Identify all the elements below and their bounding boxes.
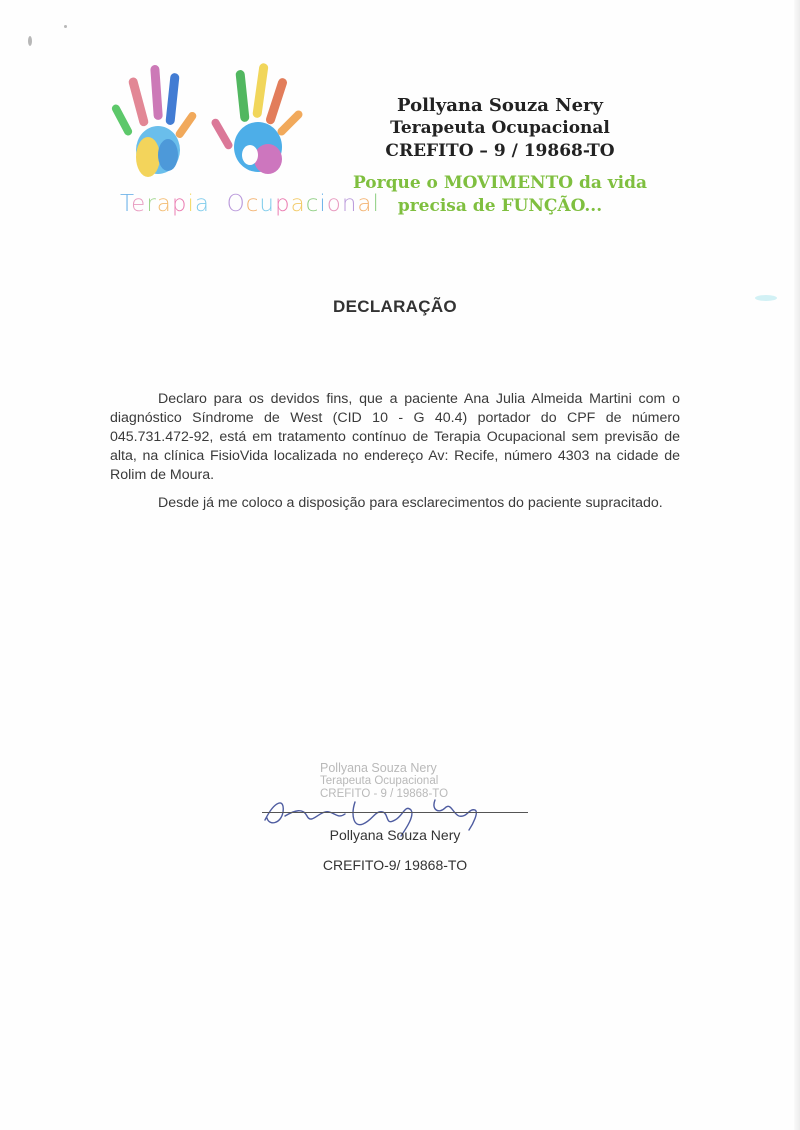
paragraph-availability: Desde já me coloco a disposição para esclarecimentos do paciente supracitado. (158, 495, 663, 511)
logo-caption-letter: O (226, 191, 246, 217)
professional-registration: CREFITO – 9 / 19868-TO (385, 141, 615, 161)
logo-caption-letter: T (120, 191, 132, 217)
paragraph-declaration: Declaro para os devidos fins, que a paciente Ana Julia Almeida Martini com o diagnóstico Síndrome de West (CID 10 - G 40.4) portador do CPF de número 045.731.472-92, está em tratamento contínuo de Terapia Ocupacional sem previsão de alta, na clínica FisioVida localizada no endereço Av: Recife, número 4303 na cidade de Rolim de Moura. (110, 391, 680, 483)
logo-caption-letter: u (259, 191, 275, 217)
logo-caption-letter: l (372, 191, 380, 217)
logo-caption-letter: i (187, 191, 195, 217)
logo-caption-letter: a (290, 191, 306, 217)
scan-speck (64, 25, 67, 28)
logo-caption-letter: r (146, 191, 157, 217)
slogan (330, 172, 670, 218)
slogan-line-1: Porque o MOVIMENTO da vida (352, 173, 648, 193)
logo-caption-letter: c (305, 191, 320, 217)
logo-caption-letter: a (357, 191, 373, 217)
logo (110, 55, 380, 230)
document-body (110, 390, 680, 522)
stamp-name: Pollyana Souza Nery (320, 761, 437, 775)
logo-caption-letter: p (171, 191, 188, 217)
logo-caption-letter: p (274, 191, 291, 217)
signatory-registration: CREFITO-9/ 19868-TO (322, 857, 468, 873)
logo-caption-letter: n (341, 191, 358, 217)
logo-caption-letter: c (245, 191, 260, 217)
logo-caption-letter: i (319, 191, 327, 217)
stamp-title: Terapeuta Ocupacional (320, 775, 439, 787)
professional-title: Terapeuta Ocupacional (390, 118, 610, 138)
logo-caption-letter: a (156, 191, 172, 217)
professional-name: Pollyana Souza Nery (397, 95, 603, 116)
page-edge-shadow (794, 0, 800, 1130)
signature-line (262, 812, 528, 813)
slogan-line-2: precisa de FUNÇÃO... (397, 196, 603, 216)
professional-header (330, 94, 670, 163)
scan-speck (28, 36, 32, 46)
signatory-name: Pollyana Souza Nery (329, 827, 461, 843)
logo-caption-letter: e (131, 191, 147, 217)
document-title: DECLARAÇÃO (333, 297, 457, 316)
logo-caption-letter: a (194, 191, 210, 217)
logo-caption-letter: o (326, 191, 342, 217)
logo-caption-letter (218, 191, 226, 217)
stamp-registration: CREFITO - 9 / 19868-TO (320, 788, 449, 800)
painted-hands-icon (110, 55, 330, 180)
